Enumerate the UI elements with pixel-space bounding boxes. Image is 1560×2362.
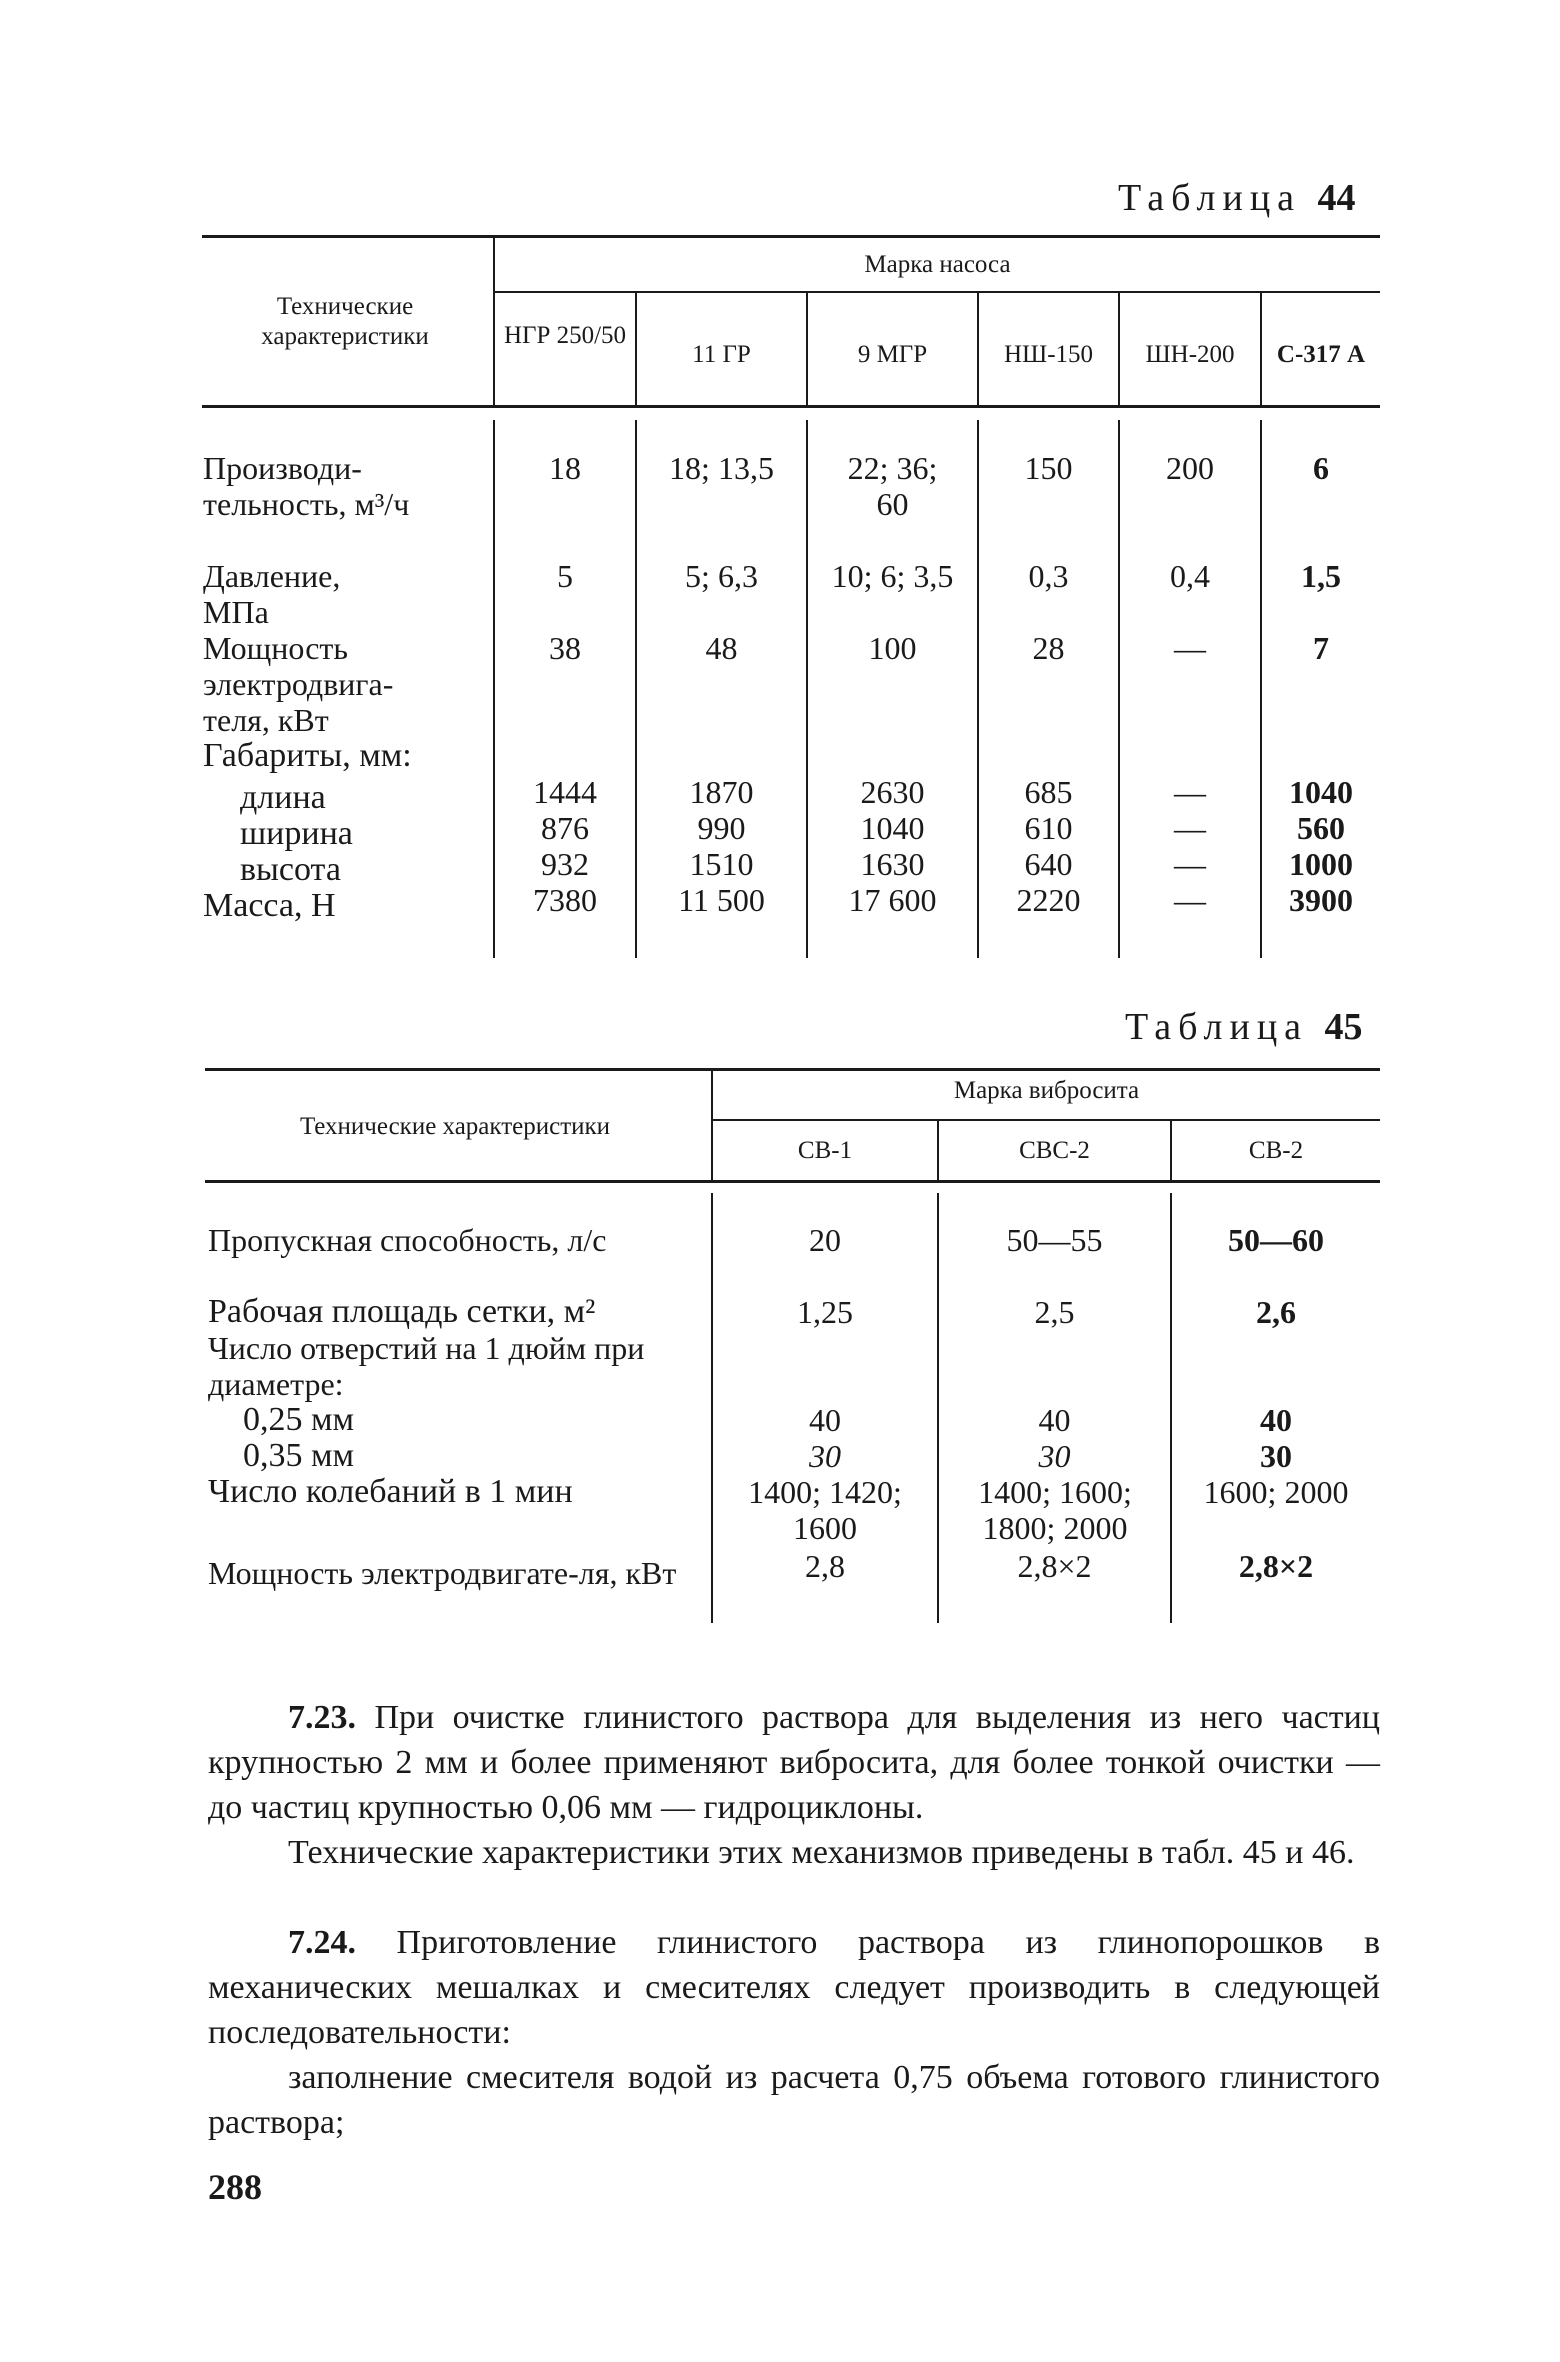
table-45-cell: 30 — [1038, 1438, 1071, 1474]
table-44-cell: 38 — [549, 630, 581, 666]
table-45-row-label: Пропускная способность, л/с — [208, 1222, 607, 1258]
table-44-cell: 0,3 — [1028, 558, 1069, 594]
table-44-cell: — — [1174, 774, 1206, 810]
table-44-cell: 5; 6,3 — [685, 558, 758, 594]
table-44-col-header: 9 МГР — [857, 341, 928, 368]
table-44-cell: — — [1174, 810, 1206, 846]
table-44-cell: 2630 — [860, 774, 925, 810]
table-45-top-rule — [205, 1068, 1380, 1071]
table-44-cell: — — [1174, 846, 1206, 882]
table-45-cell: 2,5 — [1034, 1294, 1075, 1330]
table-44-cell: 1040 — [1289, 774, 1353, 810]
table-44-cell: 1000 — [1289, 846, 1353, 882]
paragraph-7-23: 7.23. При очистке глинистого раствора для выделения из него частиц крупностью 2 мм и более применяют вибросита, для более тонкой очистки — до частиц крупностью 0,06 мм — гидроциклоны. — [208, 1699, 1380, 1826]
table-44-cell: 610 — [1024, 810, 1073, 846]
table-44-col-header: ШН-200 — [1145, 341, 1235, 368]
table-44-cell: 1,5 — [1301, 558, 1341, 594]
table-45-col-header: СВ-1 — [797, 1137, 853, 1164]
paragraph-mixer-filling: заполнение смесителя водой из расчета 0,75 объема готового глинистого раствора; — [208, 2059, 1380, 2141]
table-45-row-label: Число отверстий на 1 дюйм при диаметре: — [208, 1330, 645, 1402]
table-45-cell: 1400; 1420; 1600 — [748, 1474, 902, 1546]
table-45-group-header: Марка вибросита — [953, 1077, 1140, 1104]
table-44-cell: 28 — [1032, 630, 1065, 666]
table-44-row-label: ширина — [240, 815, 353, 852]
table-45-cell: 1400; 1600; 1800; 2000 — [978, 1474, 1132, 1546]
table-44-cell: 200 — [1166, 450, 1214, 486]
table-44-row-label: Производи-тельность, м³/ч — [203, 450, 410, 522]
table-45-header-rule — [205, 1180, 1380, 1183]
table-45-cell: 1,25 — [797, 1294, 853, 1330]
paragraph-7-24: 7.24. Приготовление глинистого раствора из глинопорошков в механических мешалках и смесителях следует производить в следующей последовательности: — [208, 1924, 1380, 2051]
table-45-cell: 40 — [1038, 1402, 1071, 1438]
table-45-cell: 30 — [809, 1438, 841, 1474]
table-44-cell: 1510 — [689, 846, 754, 882]
table-44-cell: 1870 — [689, 774, 754, 810]
table-44-cell: 932 — [541, 846, 589, 882]
table-45-cell: 20 — [809, 1222, 841, 1258]
table-45-cell: 40 — [809, 1402, 841, 1438]
table-44-cell: 1040 — [860, 810, 925, 846]
table-44-cell: 1444 — [533, 774, 597, 810]
table-44-header-rule — [202, 405, 1380, 408]
table-44-cell: — — [1174, 630, 1206, 666]
table-45-row-label: 0,35 мм — [243, 1437, 355, 1474]
table-45-row-label: Мощность электродвигате-ля, кВт — [208, 1555, 677, 1591]
table-45-header-label: Технические характеристики — [299, 1113, 611, 1140]
table-45-cell: 50—55 — [1006, 1222, 1103, 1258]
table-45-row-label: 0,25 мм — [243, 1401, 355, 1438]
table-44-cell: 18 — [549, 450, 581, 486]
table-44-header-label: Технические характеристики — [261, 293, 429, 350]
paragraph-tables-reference: Технические характеристики этих механизмов приведены в табл. 45 и 46. — [288, 1834, 1355, 1871]
table-44-cell: 150 — [1024, 450, 1073, 486]
table-44-cell: 1630 — [860, 846, 925, 882]
table-44-cell: 876 — [541, 810, 589, 846]
table-44-row-label: высота — [240, 851, 341, 888]
table-44-row-label: длина — [240, 779, 326, 816]
table-44-group-header: Марка насоса — [864, 251, 1011, 278]
table-44-cell: 6 — [1313, 450, 1329, 486]
table-45-cell: 2,8×2 — [1017, 1548, 1092, 1584]
table-44-cell: 7 — [1313, 630, 1329, 666]
table-45-cell: 30 — [1260, 1438, 1292, 1474]
table-45-cell: 50—60 — [1228, 1222, 1324, 1258]
table-44-cell: 0,4 — [1170, 558, 1210, 594]
table-44-col-header: С-317 А — [1276, 341, 1366, 368]
table-45-cell: 2,8×2 — [1238, 1548, 1314, 1584]
table-44-row-label: Давление, МПа — [203, 558, 341, 630]
table-44-cell: 990 — [697, 810, 746, 846]
table-45-caption: Таблица 45 — [1125, 1006, 1363, 1048]
table-44-cell: 685 — [1024, 774, 1073, 810]
table-44-row-label: Мощность электродвига-теля, кВт — [203, 630, 394, 738]
table-44-cell: 11 500 — [678, 882, 765, 918]
table-44-col-header: 11 ГР — [692, 341, 751, 368]
table-44-cell: 100 — [868, 630, 917, 666]
table-44-top-rule — [202, 235, 1380, 238]
table-44-cell: 18; 13,5 — [669, 450, 774, 486]
table-45-cell: 2,6 — [1256, 1294, 1296, 1330]
table-44-caption: Таблица 44 — [1118, 177, 1356, 219]
table-44-cell: 10; 6; 3,5 — [831, 558, 954, 594]
page-number: 288 — [208, 2167, 262, 2207]
table-44-cell: 3900 — [1289, 882, 1353, 918]
table-45-col-header: СВ-2 — [1248, 1137, 1304, 1164]
table-45-col-header: СВС-2 — [1019, 1137, 1090, 1164]
table-45-cell: 2,8 — [805, 1548, 845, 1584]
table-44-cell: 7380 — [533, 882, 597, 918]
table-44-cell: — — [1174, 882, 1206, 918]
table-44-cell: 48 — [705, 630, 738, 666]
table-44-row-label: Масса, Н — [203, 887, 336, 924]
table-45-group-rule — [713, 1119, 1380, 1121]
table-45-row-label: Число колебаний в 1 мин — [208, 1473, 573, 1510]
table-44-row-label: Габариты, мм: — [203, 737, 412, 774]
table-44-cell: 2220 — [1016, 882, 1081, 918]
table-45-cell: 1600; 2000 — [1203, 1474, 1349, 1510]
table-44-cell: 640 — [1024, 846, 1073, 882]
table-44-cell: 560 — [1297, 810, 1345, 846]
table-44-cell: 5 — [557, 558, 573, 594]
table-45-row-label: Рабочая площадь сетки, м² — [208, 1293, 596, 1330]
table-44-col-header: НШ-150 — [1003, 341, 1094, 368]
table-45-cell: 40 — [1260, 1402, 1292, 1438]
table-44-group-rule — [495, 291, 1380, 293]
table-44-cell: 17 600 — [848, 882, 937, 918]
table-44-col-header: НГР 250/50 — [503, 322, 627, 349]
table-44-cell: 22; 36; 60 — [847, 450, 938, 522]
